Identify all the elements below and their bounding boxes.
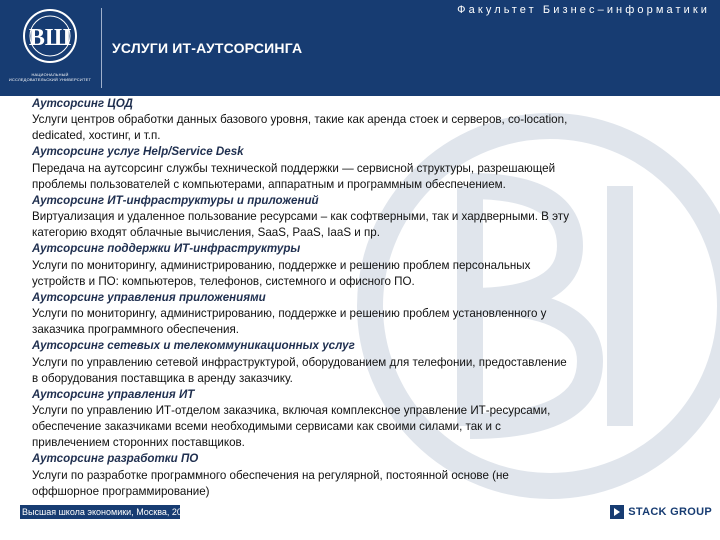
service-heading: Аутсорсинг сетевых и телекоммуникационных услуг	[32, 339, 355, 353]
service-item	[32, 241, 712, 289]
service-description-line: категорию входят облачные вычисления, SaaS, PaaS, IaaS и пр.	[32, 226, 380, 240]
service-heading: Аутсорсинг управления приложениями	[32, 290, 266, 304]
service-description-line: оффшорное программирование)	[32, 484, 210, 498]
service-item	[32, 144, 712, 192]
service-heading: Аутсорсинг услуг Help/Service Desk	[32, 145, 244, 159]
service-heading: Аутсорсинг поддержки ИТ-инфраструктуры	[32, 242, 301, 256]
service-description-line: в оборудования поставщика в аренду заказчику.	[32, 371, 293, 385]
service-item	[32, 193, 712, 241]
service-item	[32, 451, 712, 499]
service-description-line: dedicated, хостинг, и т.п.	[32, 129, 161, 143]
logo-caption: НАЦИОНАЛЬНЫЙ ИССЛЕДОВАТЕЛЬСКИЙ УНИВЕРСИТЕТ	[8, 72, 92, 82]
stack-group-text: STACK GROUP	[628, 506, 712, 518]
service-description-line: Услуги по управлению ИТ-отделом заказчика, включая комплексное управление ИТ-ресурсами,	[32, 403, 551, 417]
service-description-line: Услуги по разработке программного обеспечения на регулярной, постоянной основе (не	[32, 468, 509, 482]
service-description-line: Передача на аутсорсинг службы технической поддержки — сервисной структуры, разрешающей	[32, 161, 556, 175]
service-description-line: привлечением сторонних поставщиков.	[32, 436, 245, 450]
faculty-name: Факультет Бизнес–информатики	[457, 4, 710, 16]
hse-emblem-icon	[8, 6, 92, 70]
service-heading: Аутсорсинг управления ИТ	[32, 387, 195, 401]
service-heading: Аутсорсинг ЦОД	[32, 97, 133, 110]
university-logo	[8, 6, 92, 92]
service-heading: Аутсорсинг ИТ-инфраструктуры и приложений	[32, 193, 319, 207]
service-description-line: устройств и ПО: компьютеров, телефонов, системного и офисного ПО.	[32, 274, 415, 288]
service-description-line: проблемы пользователей с компьютерами, аппаратным и программным обеспечением.	[32, 177, 506, 191]
service-description-line: Виртуализация и удаленное пользование ресурсами – как софтверными, так и хардверными. В эту	[32, 210, 570, 224]
stack-group-mark-icon	[610, 505, 624, 519]
stack-group-logo	[610, 504, 712, 520]
header-divider	[101, 8, 102, 88]
service-description-line: обеспечение заказчиками всеми необходимыми сервисами как своими силами, так и с	[32, 420, 501, 434]
service-item	[32, 96, 712, 144]
footer-note: Высшая школа экономики, Москва, 2012	[22, 507, 192, 517]
service-description-line: Услуги по управлению сетевой инфраструктурой, оборудованием для телефонии, предоставление	[32, 355, 567, 369]
service-item	[32, 290, 712, 338]
service-item	[32, 387, 712, 452]
slide-header	[0, 0, 720, 96]
service-description-line: заказчика программного обеспечения.	[32, 323, 239, 337]
service-description-line: Услуги по мониторингу, администрированию, поддержке и решению проблем установленного у	[32, 307, 547, 321]
slide-title: УСЛУГИ ИТ-АУТСОРСИНГА	[112, 40, 303, 56]
services-list	[32, 96, 712, 500]
service-description-line: Услуги по мониторингу, администрированию, поддержке и решению проблем персональных	[32, 258, 531, 272]
service-description-line: Услуги центров обработки данных базового уровня, такие как аренда стоек и серверов, co-location,	[32, 113, 568, 127]
service-heading: Аутсорсинг разработки ПО	[32, 452, 199, 466]
service-item	[32, 338, 712, 386]
svg-text:ВШ: ВШ	[28, 25, 72, 51]
